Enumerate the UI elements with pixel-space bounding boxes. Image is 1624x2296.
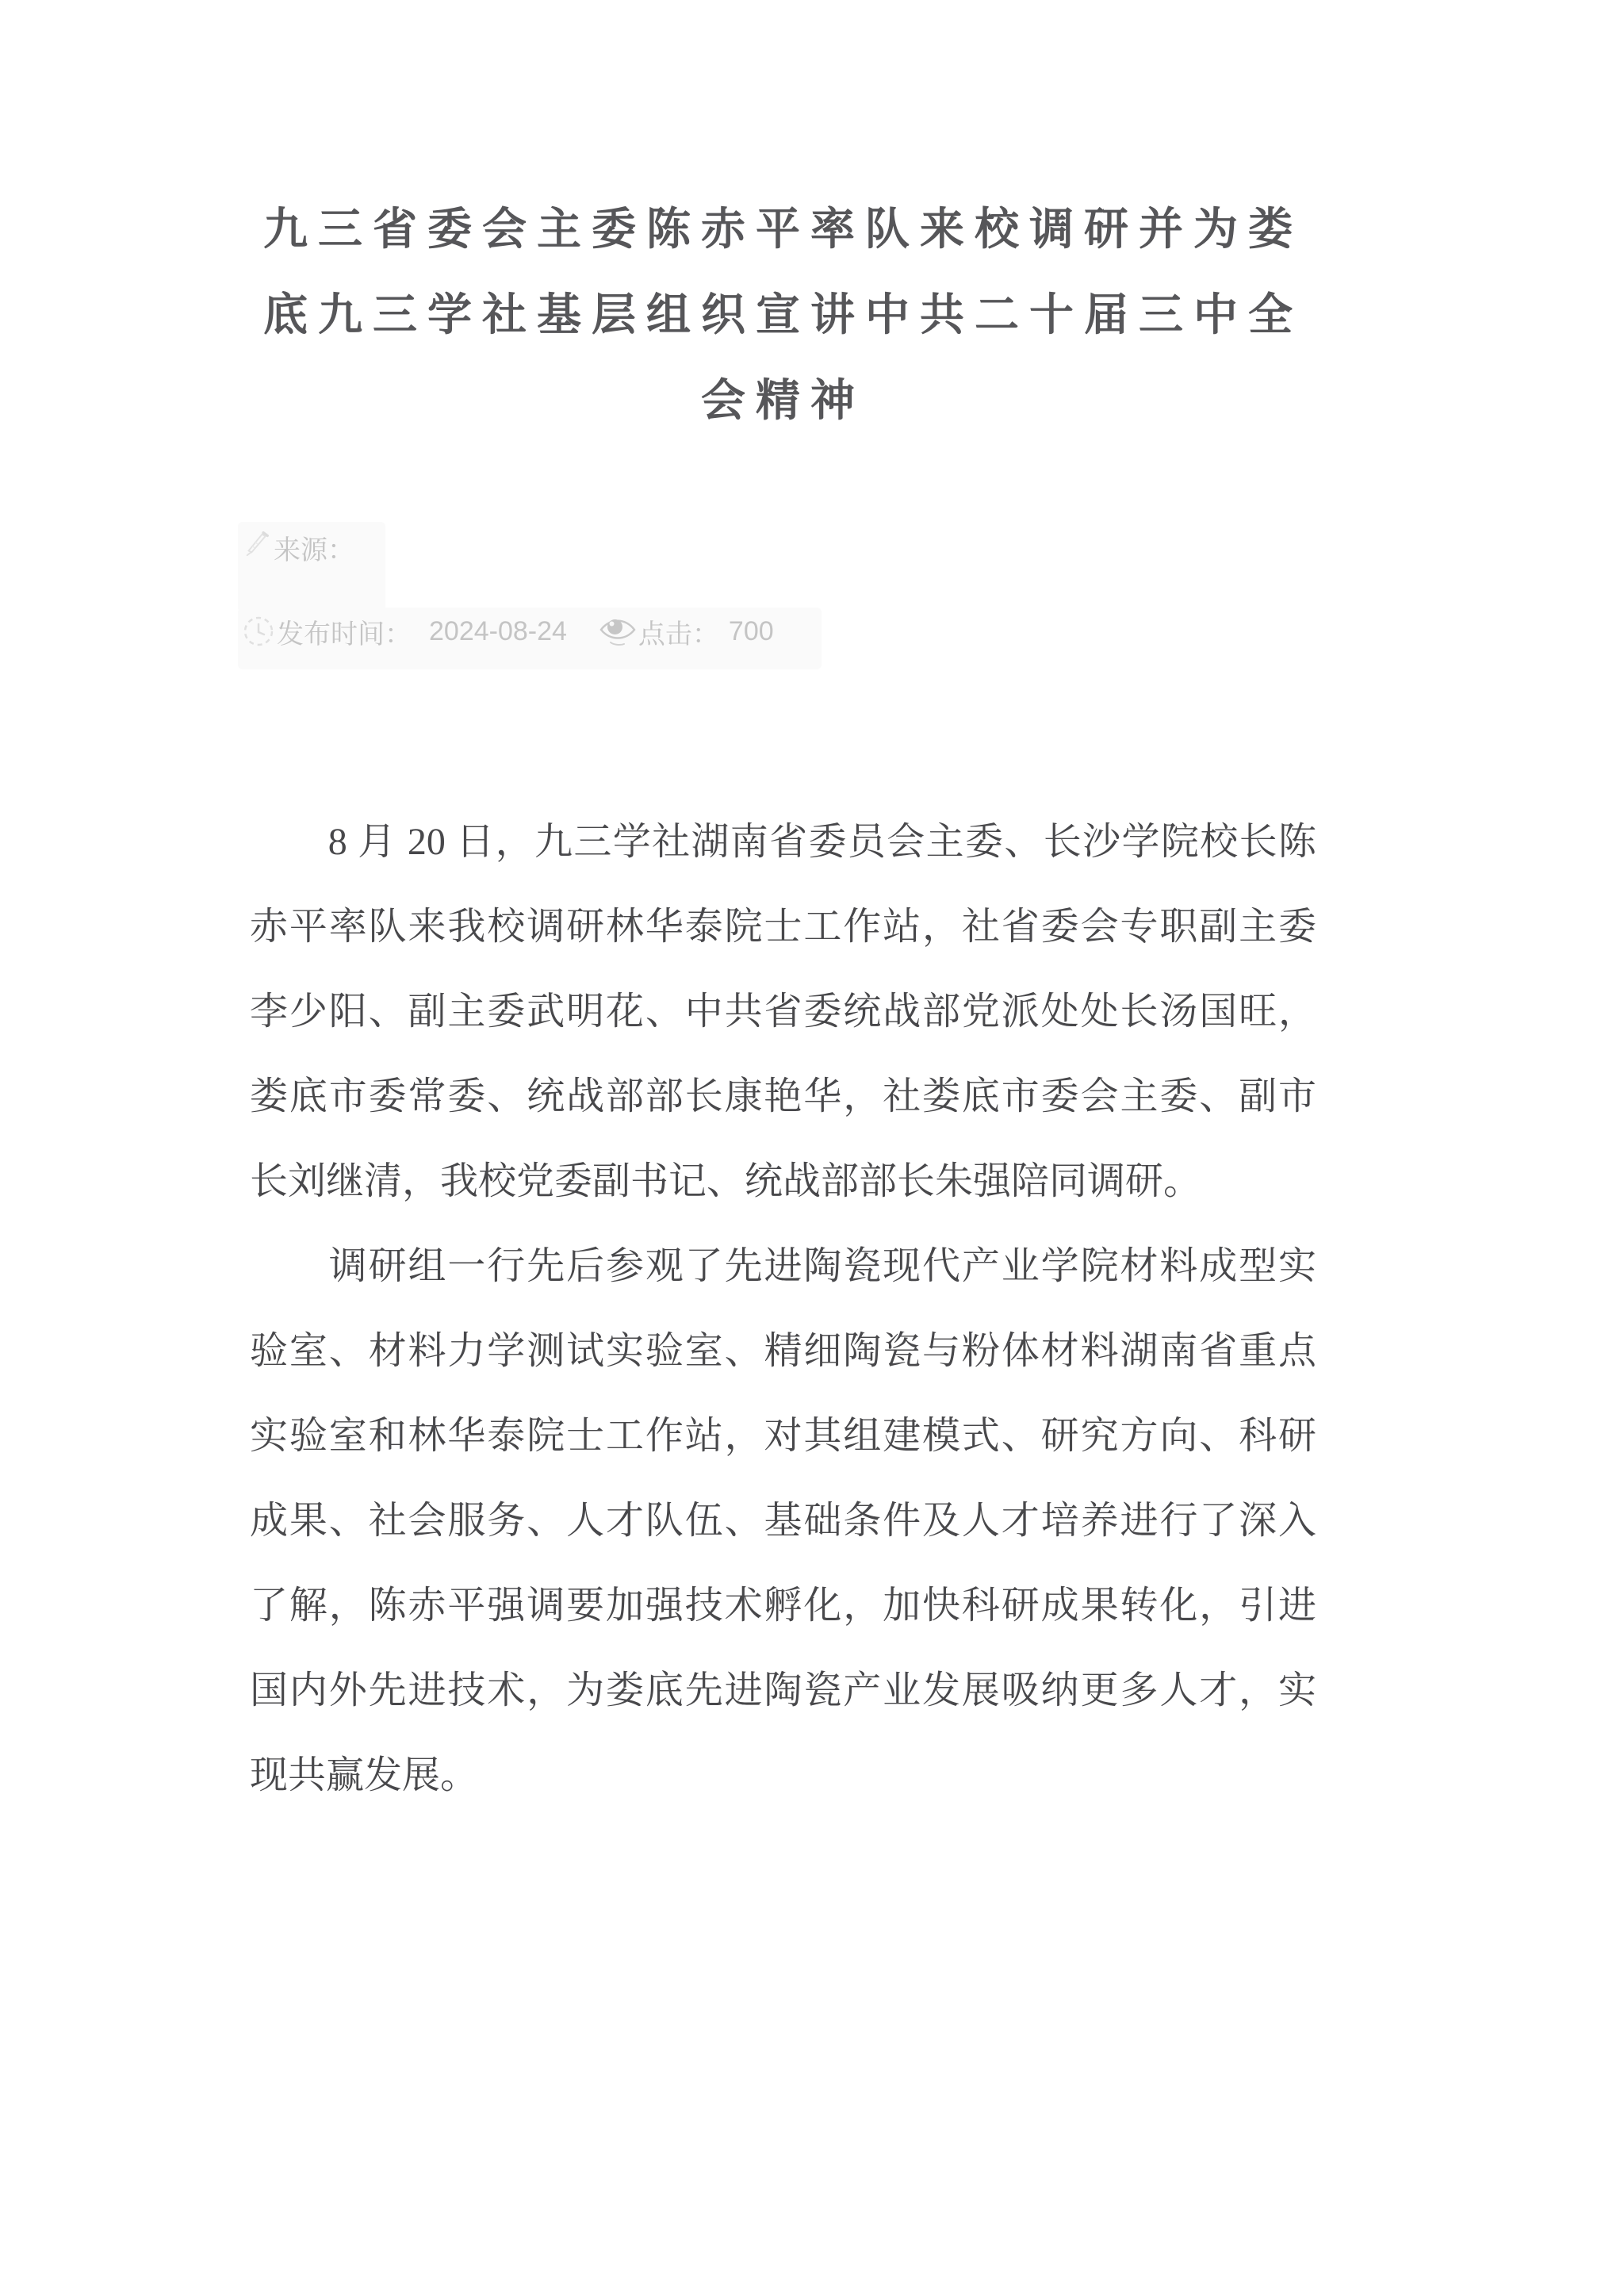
body-line: 验室、材料力学测试实验室、精细陶瓷与粉体材料湖南省重点: [250, 1330, 1316, 1372]
article-title: [250, 187, 1316, 444]
title-line: 九三省委会主委陈赤平率队来校调研并为娄: [263, 205, 1303, 255]
body-line: 李少阳、副主委武明花、中共省委统战部党派处处长汤国旺，: [250, 991, 1316, 1033]
eye-icon: [599, 615, 637, 647]
body-line: 国内外先进技术，为娄底先进陶瓷产业发展吸纳更多人才，实: [250, 1669, 1316, 1711]
pen-icon: [242, 525, 272, 560]
title-line: 会精神: [701, 377, 865, 426]
clock-icon: [242, 613, 275, 650]
body-line: 了解，陈赤平强调要加强技术孵化，加快科研成果转化，引进: [250, 1585, 1316, 1627]
body-line: 娄底市委常委、统战部部长康艳华，社娄底市委会主委、副市: [250, 1075, 1316, 1117]
clicks-label: 点击：: [638, 619, 719, 650]
title-line: 底九三学社基层组织宣讲中共二十届三中全: [263, 291, 1303, 340]
body-line: 现共赢发展。: [250, 1754, 479, 1796]
body-line: 8 月 20 日，九三学社湖南省委员会主委、长沙学院校长陈: [250, 821, 1316, 863]
clicks-count: 700: [728, 615, 774, 646]
body-line: 赤平率队来我校调研林华泰院士工作站，社省委会专职副主委: [250, 906, 1316, 948]
body-line: 实验室和林华泰院士工作站，对其组建模式、研究方向、科研: [250, 1415, 1316, 1457]
meta-publish-row: [242, 611, 774, 652]
meta-source-row: [242, 527, 354, 568]
source-label: 来源：: [274, 535, 354, 565]
publish-date: 2024-08-24: [429, 615, 567, 646]
article-body: [250, 799, 1316, 1818]
body-line: 长刘继清，我校党委副书记、统战部部长朱强陪同调研。: [250, 1160, 1202, 1202]
publish-time-label: 发布时间：: [277, 619, 412, 650]
body-line: 调研组一行先后参观了先进陶瓷现代产业学院材料成型实: [250, 1245, 1316, 1287]
body-line: 成果、社会服务、人才队伍、基础条件及人才培养进行了深入: [250, 1500, 1316, 1542]
